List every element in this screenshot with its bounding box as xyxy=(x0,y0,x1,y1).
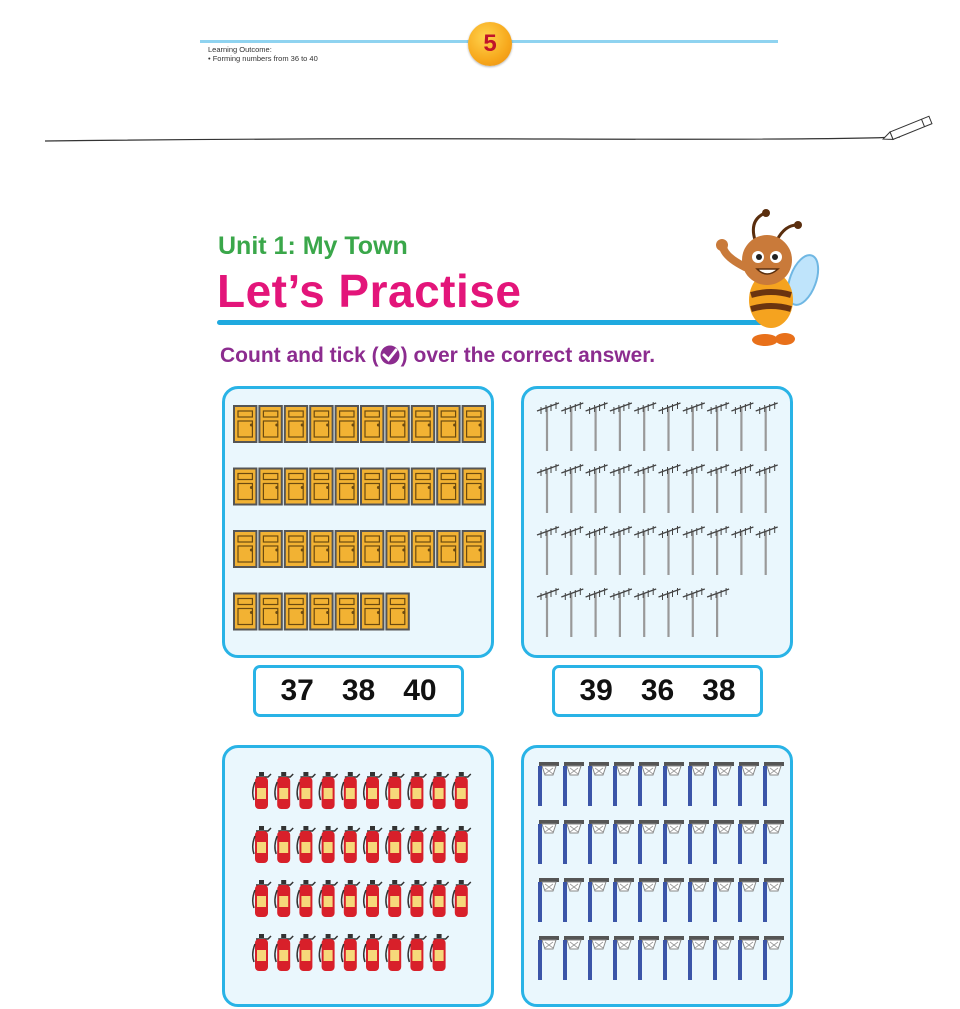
door-icon xyxy=(385,593,409,631)
fire-extinguisher-icon xyxy=(364,772,382,809)
basketball-hoop-icon xyxy=(588,762,609,806)
fire-extinguisher-icon xyxy=(386,880,404,917)
door-icon xyxy=(385,468,409,506)
fire-extinguisher-icon xyxy=(275,880,293,917)
basketball-hoop-icon xyxy=(688,762,709,806)
fire-extinguisher-icon xyxy=(453,880,471,917)
drawn-line xyxy=(45,137,900,141)
antenna-icon xyxy=(731,402,753,451)
picture-grid xyxy=(225,389,491,655)
fire-extinguisher-icon xyxy=(342,934,360,971)
fire-extinguisher-icon xyxy=(453,826,471,863)
fire-extinguisher-icon xyxy=(253,772,271,809)
basketball-hoop-icon xyxy=(763,762,784,806)
bee-mascot-icon xyxy=(705,205,825,355)
antenna-icon xyxy=(756,464,778,513)
basketball-hoop-icon xyxy=(588,820,609,864)
basketball-hoop-icon xyxy=(663,820,684,864)
basketball-hoop-icon xyxy=(713,820,734,864)
basketball-hoop-icon xyxy=(563,762,584,806)
basketball-hoop-icon xyxy=(713,878,734,922)
antenna-icon xyxy=(731,464,753,513)
picture-grid xyxy=(225,748,491,1004)
antenna-icon xyxy=(707,526,729,575)
unit-title: Unit 1: My Town xyxy=(218,232,408,260)
door-icon xyxy=(335,593,359,631)
page-title: Let’s Practise xyxy=(217,265,522,317)
antenna-icon xyxy=(659,588,681,637)
instruction xyxy=(220,344,655,368)
antenna-icon xyxy=(586,588,608,637)
door-icon xyxy=(233,405,257,443)
basketball-hoop-icon xyxy=(613,936,634,980)
door-icon xyxy=(436,468,460,506)
antenna-icon xyxy=(659,402,681,451)
fire-extinguisher-icon xyxy=(297,826,315,863)
fire-extinguisher-icon xyxy=(364,826,382,863)
door-icon xyxy=(411,468,435,506)
antenna-icon xyxy=(683,464,705,513)
basketball-hoop-icon xyxy=(538,936,559,980)
basketball-hoop-icon xyxy=(538,878,559,922)
fire-extinguisher-icon xyxy=(364,880,382,917)
basketball-hoop-icon xyxy=(538,820,559,864)
door-icon xyxy=(462,405,486,443)
door-icon xyxy=(462,468,486,506)
door-icon xyxy=(309,405,333,443)
fire-extinguisher-icon xyxy=(408,826,426,863)
fire-extinguisher-icon xyxy=(297,772,315,809)
answer-option[interactable]: 36 xyxy=(640,674,675,707)
basketball-hoop-icon xyxy=(738,878,759,922)
antenna-icon xyxy=(610,526,632,575)
learning-outcome-item: • Forming numbers from 36 to 40 xyxy=(208,54,318,63)
antenna-icon xyxy=(707,588,729,637)
basketball-hoop-icon xyxy=(638,936,659,980)
answer-box-2 xyxy=(552,665,763,717)
answer-option[interactable]: 38 xyxy=(341,674,376,707)
basketball-hoop-icon xyxy=(538,762,559,806)
answer-option[interactable]: 37 xyxy=(280,674,314,707)
exercise-panel-extinguishers xyxy=(222,745,494,1007)
fire-extinguisher-icon xyxy=(342,826,360,863)
fire-extinguisher-icon xyxy=(275,826,293,863)
basketball-hoop-icon xyxy=(613,820,634,864)
antenna-icon xyxy=(683,402,705,451)
fire-extinguisher-icon xyxy=(430,826,448,863)
fire-extinguisher-icon xyxy=(342,880,360,917)
fire-extinguisher-icon xyxy=(408,880,426,917)
antenna-icon xyxy=(537,402,559,451)
instruction-after: ) over the correct answer. xyxy=(400,344,656,367)
picture-grid xyxy=(524,389,790,655)
door-icon xyxy=(462,530,486,568)
door-icon xyxy=(360,405,384,443)
antenna-icon xyxy=(610,588,632,637)
antenna-icon xyxy=(561,464,583,513)
door-icon xyxy=(360,593,384,631)
learning-outcome-heading: Learning Outcome: xyxy=(208,45,272,54)
instruction-before: Count and tick ( xyxy=(220,344,379,367)
fire-extinguisher-icon xyxy=(453,772,471,809)
basketball-hoop-icon xyxy=(763,878,784,922)
fire-extinguisher-icon xyxy=(297,880,315,917)
fire-extinguisher-icon xyxy=(364,934,382,971)
fire-extinguisher-icon xyxy=(253,826,271,863)
antenna-icon xyxy=(634,402,656,451)
basketball-hoop-icon xyxy=(613,762,634,806)
fire-extinguisher-icon xyxy=(297,934,315,971)
antenna-icon xyxy=(537,464,559,513)
learning-outcome xyxy=(208,45,318,63)
antenna-icon xyxy=(683,588,705,637)
door-icon xyxy=(360,468,384,506)
antenna-icon xyxy=(561,402,583,451)
antenna-icon xyxy=(610,402,632,451)
antenna-icon xyxy=(634,526,656,575)
door-icon xyxy=(411,405,435,443)
door-icon xyxy=(335,405,359,443)
antenna-icon xyxy=(586,464,608,513)
basketball-hoop-icon xyxy=(713,936,734,980)
antenna-icon xyxy=(634,464,656,513)
fire-extinguisher-icon xyxy=(430,880,448,917)
basketball-hoop-icon xyxy=(763,936,784,980)
antenna-icon xyxy=(707,402,729,451)
basketball-hoop-icon xyxy=(638,762,659,806)
basketball-hoop-icon xyxy=(688,878,709,922)
exercise-panel-hoops xyxy=(521,745,793,1007)
antenna-icon xyxy=(537,526,559,575)
door-icon xyxy=(411,530,435,568)
basketball-hoop-icon xyxy=(588,878,609,922)
antenna-icon xyxy=(731,526,753,575)
basketball-hoop-icon xyxy=(663,878,684,922)
antenna-icon xyxy=(683,526,705,575)
basketball-hoop-icon xyxy=(638,820,659,864)
door-icon xyxy=(436,530,460,568)
door-icon xyxy=(284,530,308,568)
page-number-badge: 5 xyxy=(468,22,512,66)
basketball-hoop-icon xyxy=(613,878,634,922)
exercise-panel-antennas xyxy=(521,386,793,658)
pencil-icon xyxy=(882,116,932,143)
door-icon xyxy=(360,530,384,568)
fire-extinguisher-icon xyxy=(342,772,360,809)
fire-extinguisher-icon xyxy=(430,772,448,809)
antenna-icon xyxy=(561,588,583,637)
antenna-icon xyxy=(537,588,559,637)
fire-extinguisher-icon xyxy=(319,934,337,971)
picture-grid xyxy=(524,748,790,1004)
basketball-hoop-icon xyxy=(588,936,609,980)
door-icon xyxy=(233,530,257,568)
fire-extinguisher-icon xyxy=(408,934,426,971)
antenna-icon xyxy=(610,464,632,513)
fire-extinguisher-icon xyxy=(386,934,404,971)
answer-option[interactable]: 40 xyxy=(403,674,437,707)
door-icon xyxy=(258,405,282,443)
basketball-hoop-icon xyxy=(688,936,709,980)
basketball-hoop-icon xyxy=(663,936,684,980)
door-icon xyxy=(258,468,282,506)
exercise-panel-doors xyxy=(222,386,494,658)
fire-extinguisher-icon xyxy=(386,826,404,863)
antenna-icon xyxy=(659,526,681,575)
basketball-hoop-icon xyxy=(638,878,659,922)
basketball-hoop-icon xyxy=(563,878,584,922)
fire-extinguisher-icon xyxy=(253,934,271,971)
door-icon xyxy=(385,405,409,443)
basketball-hoop-icon xyxy=(738,762,759,806)
door-icon xyxy=(385,530,409,568)
door-icon xyxy=(335,530,359,568)
fire-extinguisher-icon xyxy=(253,880,271,917)
fire-extinguisher-icon xyxy=(275,772,293,809)
basketball-hoop-icon xyxy=(663,762,684,806)
antenna-icon xyxy=(634,588,656,637)
basketball-hoop-icon xyxy=(713,762,734,806)
fire-extinguisher-icon xyxy=(319,826,337,863)
basketball-hoop-icon xyxy=(738,820,759,864)
fire-extinguisher-icon xyxy=(430,934,448,971)
door-icon xyxy=(258,530,282,568)
door-icon xyxy=(284,405,308,443)
antenna-icon xyxy=(756,402,778,451)
antenna-icon xyxy=(756,526,778,575)
door-icon xyxy=(258,593,282,631)
door-icon xyxy=(335,468,359,506)
door-icon xyxy=(436,405,460,443)
fire-extinguisher-icon xyxy=(408,772,426,809)
answer-box-1 xyxy=(253,665,464,717)
antenna-icon xyxy=(586,526,608,575)
title-underline xyxy=(217,320,777,325)
door-icon xyxy=(284,593,308,631)
antenna-icon xyxy=(586,402,608,451)
fire-extinguisher-icon xyxy=(386,772,404,809)
tick-icon xyxy=(379,345,401,365)
basketball-hoop-icon xyxy=(738,936,759,980)
basketball-hoop-icon xyxy=(763,820,784,864)
answer-option[interactable]: 38 xyxy=(702,674,736,707)
fire-extinguisher-icon xyxy=(319,880,337,917)
door-icon xyxy=(233,468,257,506)
door-icon xyxy=(233,593,257,631)
pencil-line xyxy=(0,110,960,150)
fire-extinguisher-icon xyxy=(319,772,337,809)
antenna-icon xyxy=(659,464,681,513)
door-icon xyxy=(309,468,333,506)
antenna-icon xyxy=(561,526,583,575)
door-icon xyxy=(309,593,333,631)
basketball-hoop-icon xyxy=(563,936,584,980)
door-icon xyxy=(309,530,333,568)
answer-option[interactable]: 39 xyxy=(579,674,613,707)
antenna-icon xyxy=(707,464,729,513)
door-icon xyxy=(284,468,308,506)
fire-extinguisher-icon xyxy=(275,934,293,971)
basketball-hoop-icon xyxy=(688,820,709,864)
basketball-hoop-icon xyxy=(563,820,584,864)
